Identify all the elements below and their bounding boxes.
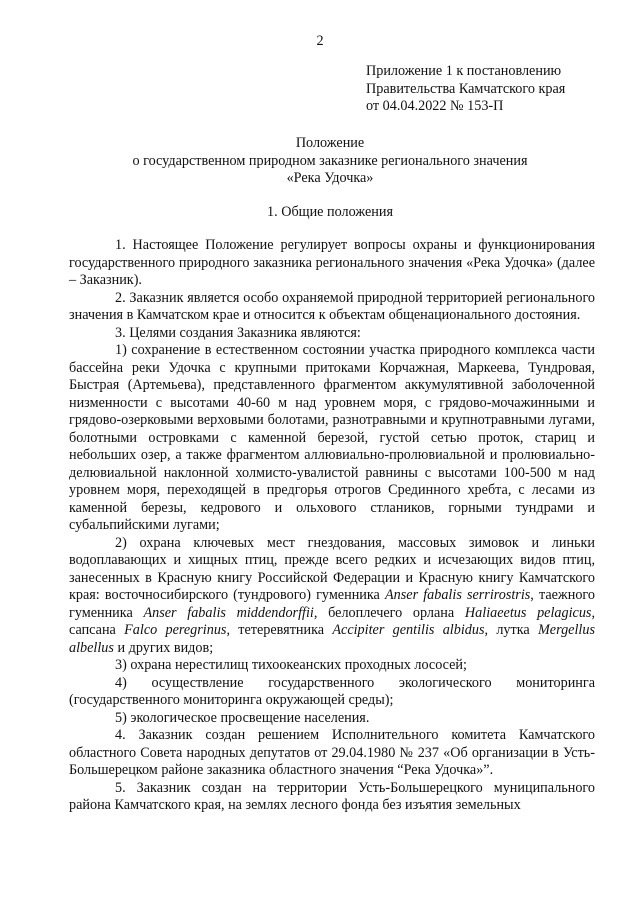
paragraph-1: 1. Настоящее Положение регулирует вопросы охраны и функционирования государственного природного заказника регионального значения «Река Удочка» (далее – Заказник). <box>69 237 595 288</box>
goal-text: и других видов; <box>113 639 214 656</box>
paragraph-5: 5. Заказник создан на территории Усть-Большерецкого муниципального района Камчатского края, на землях лесного фонда без изъятия земельных <box>69 779 595 813</box>
title-line: «Река Удочка» <box>286 170 374 186</box>
appendix-line: Правительства Камчатского края <box>366 80 566 97</box>
paragraph-4: 4. Заказник создан решением Исполнительного комитета Камчатского областного Совета народных депутатов от 29.04.1980 № 237 «Об организации в Усть-Большерецком районе заказника областного значения “Река Удочка»”. <box>69 727 595 778</box>
goal-item-1: 1) сохранение в естественном состоянии участка природного комплекса части бассейна реки Удочка с крупными притоками Корчажная, Маркеева, Тундровая, Быстрая (Артемьева), представленного фрагментом аккумулятивной заболоченной низменности с высотами 40-60 м над уровнем моря, с грядово-мочажинными и грядово-озерковыми верховыми болотами, разнотравными и крупнотравными лугами, болотными островками с каменной березой, густой сетью проток, стариц и небольших озер, а также фрагментом аллювиально-пролювиальной и пролювиально-делювиальной наклонной холмисто-увалистой равнины с высотами 100-500 м над уровнем моря, переходящей в предгорья отрогов Срединного хребта, с лесами из каменной березы, кедрового и ольхового стлаников, горными тундрами и субальпийскими лугами; <box>69 342 595 533</box>
paragraph-2: 2. Заказник является особо охраняемой природной территорией регионального значения в Камчатском крае и относится к объектам общенационального достояния. <box>69 289 595 323</box>
species-latin-name: Mergellus albellus <box>69 622 595 656</box>
document-title <box>60 135 600 188</box>
goal-item-3: 3) охрана нерестилищ тихоокеанских проходных лососей; <box>115 657 467 673</box>
goal-text: , тетеревятника <box>226 622 333 638</box>
section-title: 1. Общие положения <box>267 204 393 220</box>
goal-text: , сапсана <box>69 604 595 638</box>
goal-text: 2) охрана ключевых мест гнездования, массовых зимовок и линьки водоплавающих и хищных птиц, прежде всего редких и исчезающих видов птиц, занесенных в Красную книгу Российской Федерации и Красную книгу Камчатского края: восточносибирского (тундрового) гуменника <box>69 534 595 603</box>
title-line: о государственном природном заказнике регионального значения <box>132 152 528 169</box>
species-latin-name: Haliaeetus pelagicus <box>464 604 592 621</box>
goal-text: , таежного гуменника <box>69 587 595 621</box>
page-number: 2 <box>316 33 324 49</box>
species-latin-name: Anser fabalis middendorffii <box>143 604 314 621</box>
goal-item-5: 5) экологическое просвещение населения. <box>115 709 370 726</box>
goal-text: , лутка <box>484 622 538 638</box>
species-latin-name: Accipiter gentilis albidus <box>332 622 485 638</box>
appendix-header <box>366 63 626 116</box>
title-line: Положение <box>295 135 365 151</box>
goal-item-4: 4) осуществление государственного экологического мониторинга (государственного мониторинга окружающей среды); <box>69 674 595 708</box>
body-text <box>69 237 595 815</box>
appendix-line: от 04.04.2022 № 153-П <box>366 98 504 114</box>
paragraph-3: 3. Целями создания Заказника являются: <box>115 324 361 341</box>
species-latin-name: Falco peregrinus <box>124 622 227 638</box>
goals-list <box>69 342 595 727</box>
species-latin-name: Anser fabalis serrirostris <box>384 587 531 603</box>
goal-text: , белоплечего орлана <box>313 604 465 621</box>
goal-item-2 <box>69 535 595 658</box>
appendix-line: Приложение 1 к постановлению <box>366 63 562 79</box>
